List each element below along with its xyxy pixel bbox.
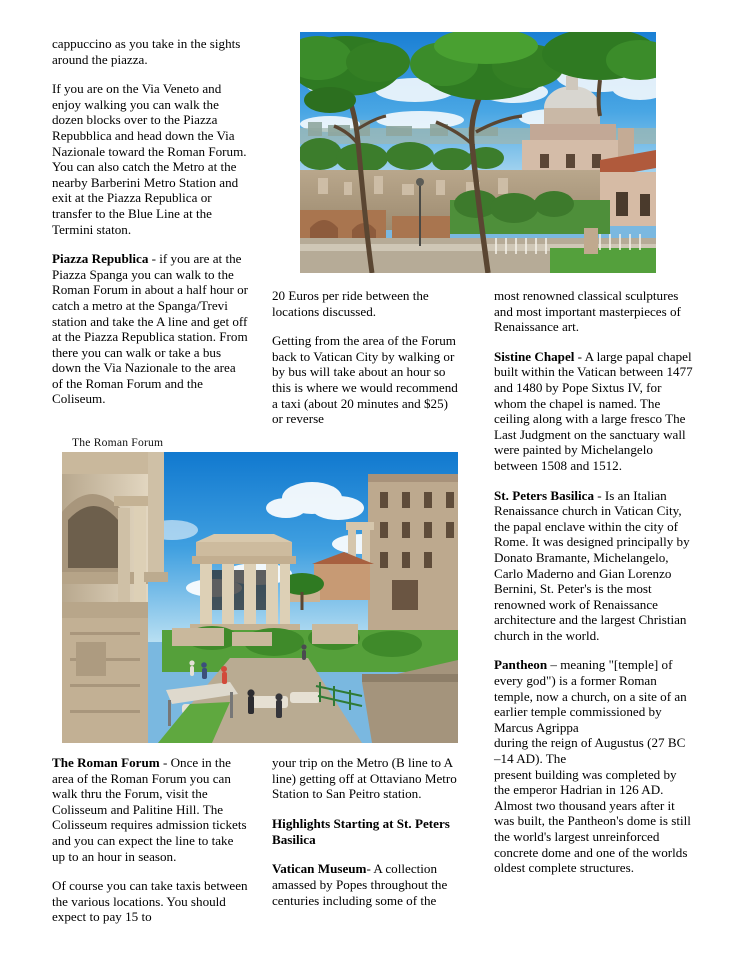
image-forum-aerial bbox=[300, 32, 656, 273]
body-pantheon-line3: present building was completed by the emperor Hadrian in 126 AD. Almost two thousand years after it was built, the Pantheon's dome is still the world's largest unreinforced concrete dome and one of the worlds oldest complete structures. bbox=[494, 766, 691, 876]
column-two-bottom bbox=[272, 755, 466, 908]
column-one-top bbox=[52, 36, 248, 407]
paragraph-renowned-sculptures: most renowned classical sculptures and most important masterpieces of Renaissance art. bbox=[494, 288, 681, 335]
column-one-bottom bbox=[52, 755, 248, 925]
column-two-top bbox=[272, 288, 462, 427]
lead-pantheon: Pantheon bbox=[494, 657, 548, 673]
paragraph-metro-trip: your trip on the Metro (B line to A line) getting off at Ottaviano Metro Station to San Peitro station. bbox=[272, 755, 457, 802]
lead-sistine-chapel: Sistine Chapel bbox=[494, 348, 575, 364]
column-three bbox=[494, 288, 694, 876]
lead-piazza-republica: Piazza Republica bbox=[52, 251, 149, 267]
forum-aerial-artwork bbox=[300, 32, 656, 273]
body-sistine-chapel: - A large papal chapel built within the Vatican between 1477 and 1480 by Pope Sixtus IV, for whom the chapel is named. The ceiling along with a large fresco The Last Judgment on the sanctuary wall were painted by Michelangelo between 1508 and 1512. bbox=[494, 348, 693, 473]
paragraph-getting-back: Getting from the area of the Forum back to Vatican City by walking or by bus will take about an hour so this is where we would recommend a taxi (about 20 minutes and $25) or reverse bbox=[272, 333, 458, 427]
body-st-peters-basilica: - Is an Italian Renaissance church in Vatican City, the papal enclave within the city of Rome. It was designed principally by Donato Bramante, Michelangelo, Carlo Maderno and Gian Lorenzo Bernini, St. Peter's is the most renowned work of Renaissance architecture and the largest Christian church in the world. bbox=[494, 487, 690, 643]
body-pantheon-line2: during the reign of Augustus (27 BC –14 AD). The bbox=[494, 735, 686, 767]
paragraph-piazza-republica bbox=[52, 251, 248, 407]
forum-columns-artwork bbox=[62, 452, 458, 743]
image-forum-columns bbox=[62, 452, 458, 743]
paragraph-roman-forum bbox=[52, 755, 248, 864]
paragraph-st-peters-basilica bbox=[494, 488, 694, 644]
lead-vatican-museum: Vatican Museum bbox=[272, 861, 367, 877]
paragraph-sistine-chapel bbox=[494, 349, 694, 474]
body-pantheon-line1: – meaning "[temple] of every god") is a former Roman temple, now a church, on a site of an earlier temple commissioned by Marcus Agrippa bbox=[494, 657, 687, 735]
body-roman-forum: - Once in the area of the Roman Forum you can walk thru the Forum, visit the Colisseum and Palitine Hill. The Colisseum requires admission tickets and you can expect the line to take up to an hour in season. bbox=[52, 755, 247, 864]
image-caption-roman-forum: The Roman Forum bbox=[72, 436, 164, 449]
body-vatican-museum: - A collection amassed by Popes throughout the centuries including some of the bbox=[272, 861, 448, 908]
body-piazza-republica: - if you are at the Piazza Spanga you can walk to the Roman Forum in about a half hour or catch a metro at the Spanga/Trevi station and take the A line and get off at the Piazza Republica station. From there you can walk or take a bus down the Via Nazionale to the area of the Roman Forum and the Coliseum. bbox=[52, 251, 249, 407]
paragraph-cappuccino: cappuccino as you take in the sights around the piazza. bbox=[52, 36, 241, 67]
paragraph-via-veneto: If you are on the Via Veneto and enjoy walking you can walk the dozen blocks over to the Piazza Repubblica and head down the Via Nazionale toward the Roman Forum. You can also catch the Metro at the nearby Barberini Metro Station and exit at the Piazza Republica or transfer to the Blue Line at the Termini staton. bbox=[52, 81, 247, 237]
heading-highlights: Highlights Starting at St. Peters Basilica bbox=[272, 815, 450, 847]
lead-roman-forum: The Roman Forum bbox=[52, 755, 160, 770]
paragraph-taxis: Of course you can take taxis between the various locations. You should expect to pay 15 to bbox=[52, 878, 248, 925]
paragraph-pantheon bbox=[494, 657, 694, 875]
lead-st-peters-basilica: St. Peters Basilica bbox=[494, 487, 594, 503]
paragraph-euros-per-ride: 20 Euros per ride between the locations discussed. bbox=[272, 288, 429, 319]
paragraph-vatican-museum bbox=[272, 861, 466, 908]
